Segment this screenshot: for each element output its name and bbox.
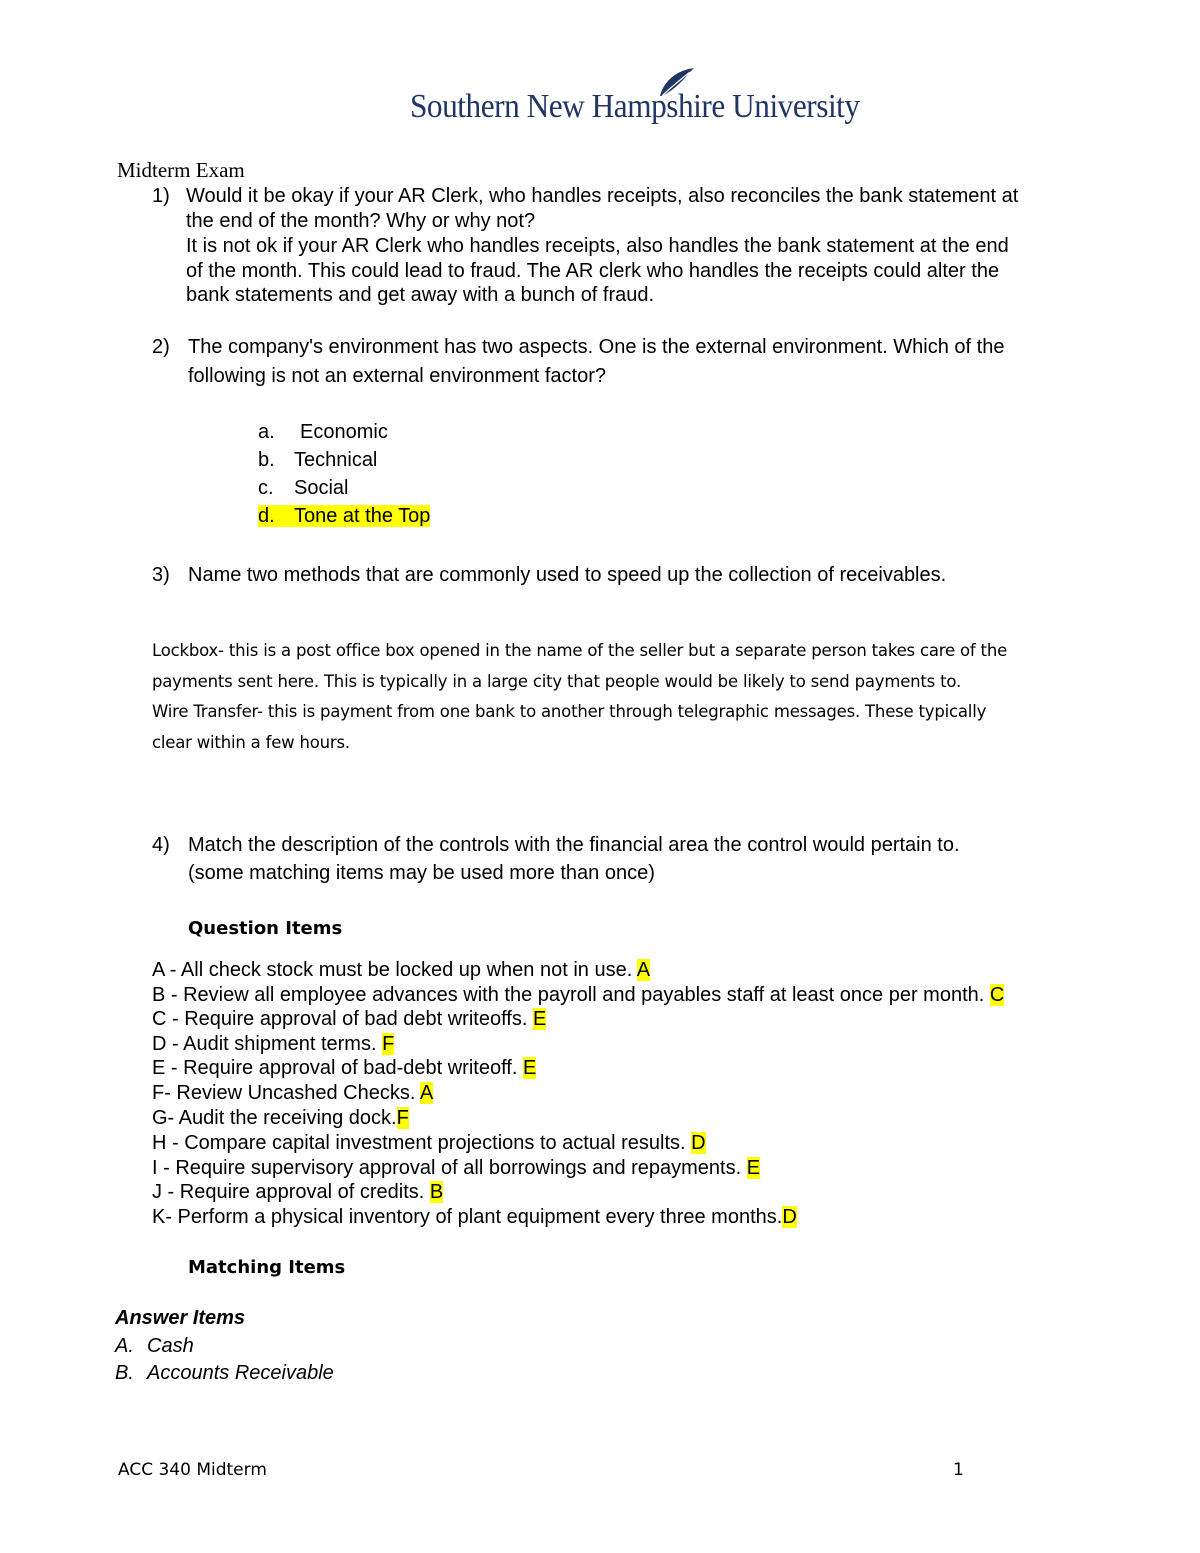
item-text: E - Require approval of bad-debt writeoff. (152, 1057, 523, 1079)
match-item (152, 1157, 760, 1180)
selected-answer-highlight (258, 505, 430, 527)
q1-answer-line: bank statements and get away with a bunch of fraud. (186, 284, 655, 306)
answer-item (115, 1335, 194, 1358)
answer-items-heading: Answer Items (115, 1307, 246, 1329)
q1-line: Would it be okay if your AR Clerk, who handles receipts, also reconciles the bank statement at (186, 185, 1019, 207)
item-text: J - Require approval of credits. (152, 1181, 430, 1203)
q4-line: Match the description of the controls with the financial area the control would pertain to. (188, 834, 960, 856)
answer-highlight: F (396, 1107, 409, 1129)
q3-answer-line: Lockbox- this is a post office box opened in the name of the seller but a separate person takes care of the (152, 641, 1008, 660)
answer-highlight: E (746, 1157, 761, 1179)
footer-course: ACC 340 Midterm (118, 1460, 267, 1480)
q2-choice (258, 477, 348, 500)
choice-letter: d. (258, 505, 275, 527)
q2-number: 2) (152, 336, 170, 358)
match-item (152, 1008, 546, 1031)
item-text: A - All check stock must be locked up when not in use. (152, 959, 637, 981)
answer-highlight: A (419, 1082, 434, 1104)
exam-title: Midterm Exam (117, 158, 245, 182)
match-item (152, 984, 1004, 1007)
q1-line: the end of the month? Why or why not? (186, 210, 536, 232)
match-item (152, 1132, 706, 1155)
answer-item-letter: B. (115, 1362, 134, 1384)
choice-text: Technical (294, 449, 378, 471)
q3-answer-line: clear within a few hours. (152, 733, 350, 752)
footer-page-number: 1 (953, 1460, 964, 1480)
item-text: D - Audit shipment terms. (152, 1033, 383, 1055)
item-text: K- Perform a physical inventory of plant equipment every three months. (152, 1206, 783, 1228)
match-item (152, 1082, 433, 1105)
item-text: F- Review Uncashed Checks. (152, 1082, 420, 1104)
answer-highlight: C (989, 984, 1005, 1006)
university-logo (410, 66, 860, 134)
match-item (152, 1206, 797, 1229)
answer-item-text: Accounts Receivable (147, 1362, 334, 1384)
q1-answer-line: It is not ok if your AR Clerk who handles receipts, also handles the bank statement at the end (186, 235, 1009, 257)
choice-text: Economic (300, 421, 388, 443)
answer-item-letter: A. (115, 1335, 134, 1357)
answer-highlight: A (636, 959, 651, 981)
item-text: C - Require approval of bad debt writeoffs. (152, 1008, 533, 1030)
choice-letter: c. (258, 477, 274, 499)
item-text: H - Compare capital investment projections to actual results. (152, 1132, 692, 1154)
choice-letter: b. (258, 449, 275, 471)
q2-choice (258, 449, 377, 472)
match-item (152, 1181, 443, 1204)
item-text: G- Audit the receiving dock. (152, 1107, 397, 1129)
item-text: B - Review all employee advances with the payroll and payables staff at least once per month. (152, 984, 990, 1006)
choice-text: Tone at the Top (294, 505, 431, 527)
match-item (152, 1107, 409, 1130)
answer-highlight: F (382, 1033, 395, 1055)
match-item (152, 1057, 536, 1080)
q1-answer-line: of the month. This could lead to fraud. The AR clerk who handles the receipts could alter the (186, 260, 1000, 282)
q3-number: 3) (152, 564, 170, 586)
match-item (152, 959, 650, 982)
q3-answer-line: payments sent here. This is typically in a large city that people would be likely to send payments to. (152, 672, 962, 691)
q3-answer-line: Wire Transfer- this is payment from one bank to another through telegraphic messages. These typically (152, 702, 987, 721)
question-items-heading: Question Items (188, 918, 343, 939)
answer-item (115, 1362, 334, 1385)
logo-text: Southern New Hampshire University (410, 88, 860, 125)
q3-question: Name two methods that are commonly used to speed up the collection of receivables. (188, 564, 947, 586)
answer-highlight: B (429, 1181, 444, 1203)
answer-item-text: Cash (147, 1335, 194, 1357)
item-text: I - Require supervisory approval of all borrowings and repayments. (152, 1157, 747, 1179)
q4-line: (some matching items may be used more than once) (188, 862, 655, 884)
q2-choice (258, 421, 388, 444)
match-item (152, 1033, 394, 1056)
answer-highlight: D (782, 1206, 797, 1228)
choice-letter: a. (258, 421, 275, 443)
q2-line: The company's environment has two aspects. One is the external environment. Which of the (188, 336, 1005, 358)
q2-choice-selected (258, 505, 430, 528)
q2-line: following is not an external environment factor? (188, 365, 607, 387)
q1-number: 1) (152, 185, 170, 207)
answer-highlight: D (691, 1132, 706, 1154)
choice-text: Social (294, 477, 349, 499)
answer-highlight: E (522, 1057, 537, 1079)
leaf-icon (656, 66, 696, 100)
answer-highlight: E (532, 1008, 547, 1030)
q4-number: 4) (152, 834, 170, 856)
matching-items-heading: Matching Items (188, 1257, 346, 1278)
